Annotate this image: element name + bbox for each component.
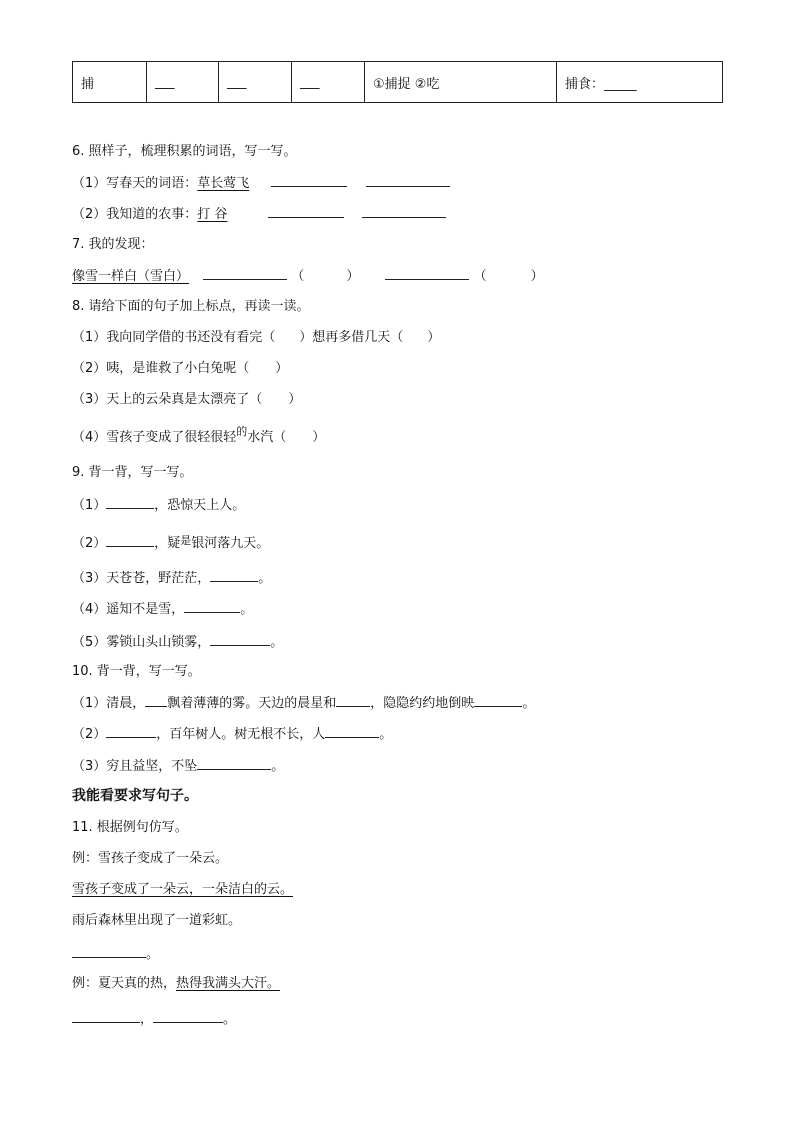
answer-blank[interactable] (362, 205, 446, 218)
line-text: 。 (271, 759, 285, 774)
q11-answer-line-2 (72, 1010, 236, 1029)
q10-line-1 (72, 694, 535, 713)
example-text: 例：夏天真的热， (72, 976, 177, 991)
answer-blank[interactable] (385, 267, 469, 280)
table-cell-char: 捕 (73, 62, 147, 103)
line-text: ，百年树人。树无根不长，人 (156, 727, 326, 742)
line-text: ， (140, 1012, 154, 1027)
q6-title: 6. 照样子，梳理积累的词语，写一写。 (72, 144, 297, 159)
line-text: 银河落九天。 (191, 536, 270, 551)
answer-blank[interactable] (203, 267, 287, 280)
answer-blank[interactable]: _____ (604, 76, 637, 92)
answer-blank[interactable] (72, 1010, 140, 1023)
line-text: （5）雾锁山头山锁雾， (72, 635, 211, 650)
answer-blank[interactable] (106, 496, 154, 509)
sentence-text: （3）天上的云朵真是太漂亮了（ (72, 392, 263, 407)
example-answer: 热得我满头大汗。 (176, 976, 281, 991)
q10-line-3 (72, 757, 284, 776)
answer-blank[interactable] (72, 945, 146, 958)
q11-title: 11. 根据例句仿写。 (72, 820, 188, 835)
answer-blank[interactable] (268, 205, 344, 218)
table-cell-blank[interactable]: ___ (147, 62, 219, 103)
sentence-text: ） (427, 330, 441, 345)
sentence-text: （4）雪孩子变成了很轻很轻 (72, 430, 237, 445)
line-text: ，疑 (154, 536, 181, 551)
q11-answer-line-1 (72, 945, 159, 964)
q8-sentence-4 (72, 425, 326, 447)
sentence-text: ） (275, 361, 289, 376)
line-text: 。 (146, 947, 160, 962)
q7-example: 像雪一样白（雪白） (72, 269, 190, 284)
answer-blank[interactable] (210, 633, 270, 646)
line-text: ，恐惊天上人。 (154, 498, 246, 513)
line-text: 飘着薄薄的雾。天边的晨星和 (167, 696, 337, 711)
line-text: 是 (180, 534, 192, 547)
paren-close: ） (346, 269, 360, 284)
answer-blank[interactable] (145, 694, 167, 707)
q9-title: 9. 背一背，写一写。 (72, 465, 193, 480)
q7-title: 7. 我的发现： (72, 237, 154, 252)
sentence-text: ） (288, 392, 302, 407)
line-text: （1）清晨， (72, 696, 146, 711)
q8-sentence-2 (72, 360, 288, 378)
line-text: （2） (72, 727, 107, 742)
q11-example-2 (72, 975, 280, 993)
answer-blank[interactable] (106, 534, 154, 547)
line-text: 。 (379, 727, 393, 742)
line-text: （3）天苍苍，野茫茫， (72, 571, 211, 586)
sentence-text: 水汽（ (247, 430, 287, 445)
answer-blank[interactable] (106, 725, 156, 738)
paren-close: ） (530, 269, 544, 284)
answer-blank[interactable] (197, 757, 271, 770)
answer-prefix: 捕食： (565, 76, 605, 92)
answer-blank[interactable] (153, 1010, 223, 1023)
q9-line-2 (72, 534, 269, 553)
line-text: 。 (522, 696, 536, 711)
q6-l1-example: 草长莺飞 (197, 176, 250, 191)
q9-line-3 (72, 569, 271, 588)
table-cell-blank[interactable]: ___ (219, 62, 292, 103)
paren-open: （ (291, 269, 305, 284)
q6-l2-example: 打 谷 (197, 207, 228, 222)
q10-title: 10. 背一背，写一写。 (72, 664, 201, 679)
answer-blank[interactable] (271, 174, 347, 187)
table-cell-blank[interactable]: ___ (292, 62, 365, 103)
q10-line-2 (72, 725, 392, 744)
q6-line-1 (72, 174, 450, 193)
table-cell-meanings: ①捕捉 ②吃 (365, 62, 557, 103)
q6-l2-prefix: （2）我知道的农事： (72, 207, 198, 222)
answer-blank[interactable] (366, 174, 450, 187)
q8-sentence-1 (72, 329, 440, 347)
sentence-text: ） (312, 430, 326, 445)
line-text: （2） (72, 536, 107, 551)
answer-blank[interactable] (210, 569, 258, 582)
vocab-table-row (73, 62, 723, 103)
line-text: 。 (240, 602, 254, 617)
example-answer: 雪孩子变成了一朵云，一朵洁白的云。 (72, 882, 294, 897)
q6-line-2 (72, 205, 446, 224)
section-heading: 我能看要求写句子。 (72, 788, 198, 804)
line-text: （4）遥知不是雪， (72, 602, 185, 617)
q11-example-1: 例：雪孩子变成了一朵云。 (72, 851, 229, 866)
line-text: ，隐隐约约地倒映 (370, 696, 475, 711)
line-text: 。 (258, 571, 272, 586)
line-text: （3）穷且益坚，不坠 (72, 759, 198, 774)
line-text: 。 (270, 635, 284, 650)
sentence-text: （2）咦，是谁救了小白兔呢（ (72, 361, 250, 376)
answer-blank[interactable] (474, 694, 522, 707)
line-text: （1） (72, 498, 107, 513)
answer-blank[interactable] (184, 600, 240, 613)
q11-prompt: 雨后森林里出现了一道彩虹。 (72, 913, 242, 928)
table-cell-answer (557, 62, 723, 103)
q11-example-1-answer (72, 881, 293, 899)
answer-blank[interactable] (336, 694, 370, 707)
q7-line (72, 267, 544, 286)
answer-blank[interactable] (325, 725, 379, 738)
q9-line-5 (72, 633, 283, 652)
q8-title: 8. 请给下面的句子加上标点，再读一读。 (72, 299, 310, 314)
q8-sentence-3 (72, 391, 301, 409)
q6-l1-prefix: （1）写春天的词语： (72, 176, 198, 191)
q9-line-1 (72, 496, 245, 515)
vocab-table (72, 61, 723, 103)
sentence-text: ）想再多借几天（ (299, 330, 404, 345)
line-text: 。 (223, 1012, 237, 1027)
paren-open: （ (473, 269, 487, 284)
sentence-text: 的 (236, 425, 248, 438)
q9-line-4 (72, 600, 253, 619)
sentence-text: （1）我向同学借的书还没有看完（ (72, 330, 276, 345)
